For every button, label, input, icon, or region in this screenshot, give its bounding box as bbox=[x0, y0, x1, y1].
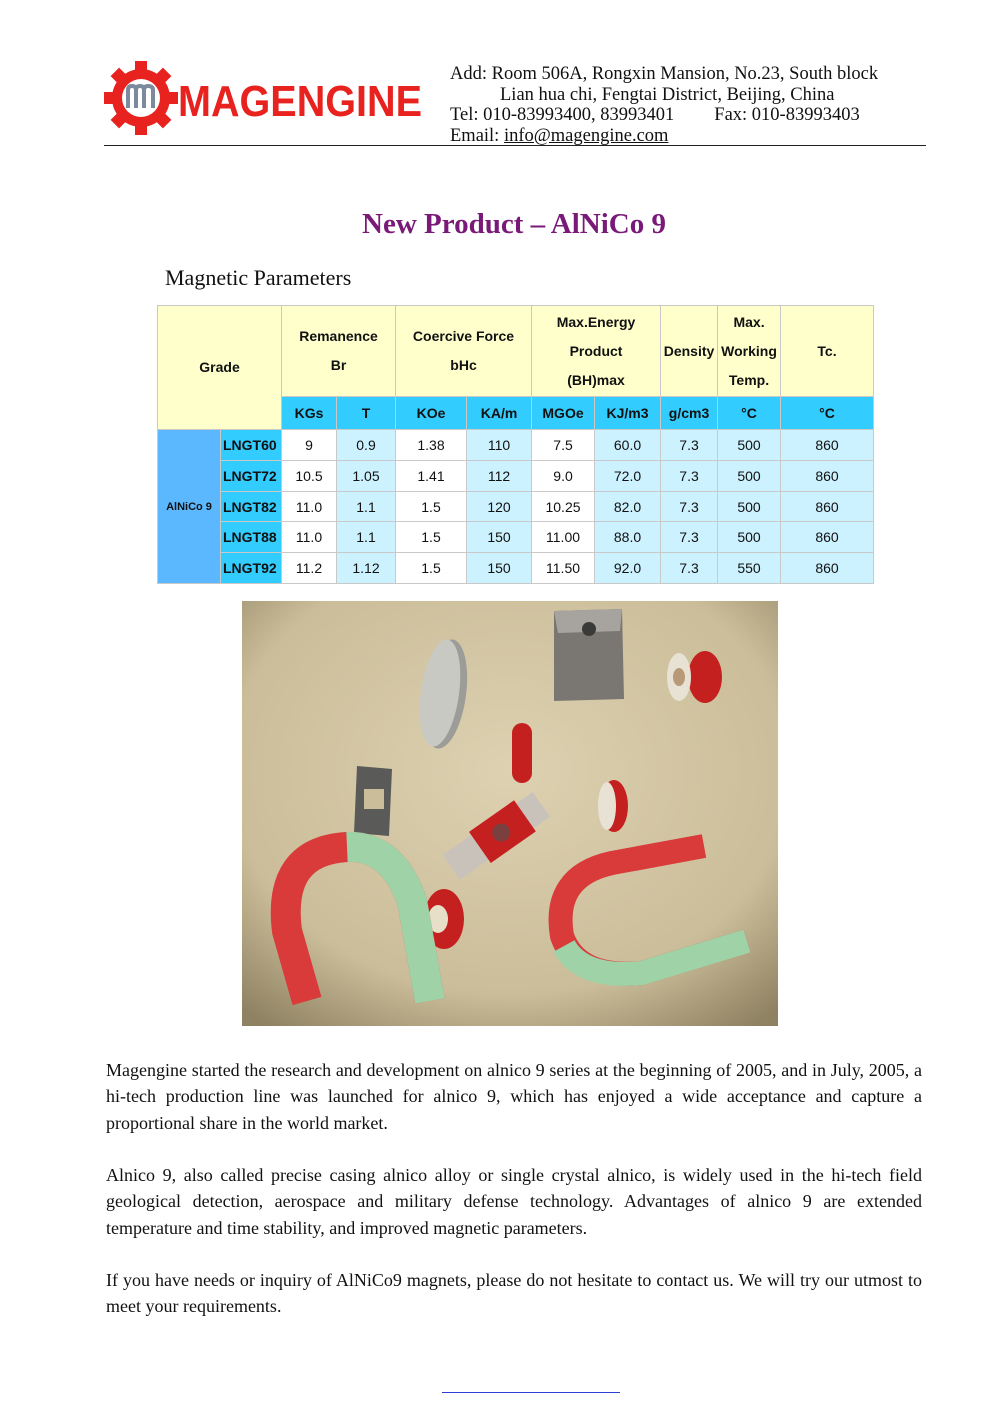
value-cell: 11.00 bbox=[532, 522, 595, 553]
working-temp-header: Max. Working Temp. bbox=[718, 306, 781, 397]
unit-cell: KJ/m3 bbox=[595, 397, 661, 430]
product-photo bbox=[242, 601, 778, 1026]
value-cell: 9.0 bbox=[532, 460, 595, 491]
remanence-header: Remanence Br bbox=[282, 306, 396, 397]
footer-link-underline bbox=[442, 1392, 620, 1393]
value-cell: 500 bbox=[718, 522, 781, 553]
value-cell: 1.1 bbox=[337, 522, 396, 553]
magengine-logo bbox=[104, 60, 424, 136]
paragraph-applications: Alnico 9, also called precise casing alnico alloy or single crystal alnico, is widely used in the hi-tech field geological detection, aerospace and military defense technology. Advantages of alnico 9 are extended temperature and time stability, and improved magnetic parameters. bbox=[106, 1165, 922, 1238]
table-row bbox=[158, 430, 874, 461]
value-cell: 1.12 bbox=[337, 553, 396, 584]
value-cell: 1.05 bbox=[337, 460, 396, 491]
value-cell: 112 bbox=[467, 460, 532, 491]
value-cell: 7.3 bbox=[661, 460, 718, 491]
value-cell: 11.2 bbox=[282, 553, 337, 584]
red-ring-magnet bbox=[667, 651, 722, 703]
paragraph-contact: If you have needs or inquiry of AlNiCo9 magnets, please do not hesitate to contact us. We will try our utmost to meet your requirements. bbox=[106, 1270, 922, 1317]
table-row bbox=[158, 491, 874, 522]
value-cell: 11.50 bbox=[532, 553, 595, 584]
contact-phone-line bbox=[450, 105, 930, 126]
value-cell: 92.0 bbox=[595, 553, 661, 584]
value-cell: 150 bbox=[467, 522, 532, 553]
metal-block-magnet bbox=[554, 609, 624, 701]
value-cell: 500 bbox=[718, 491, 781, 522]
email-link[interactable]: info@magengine.com bbox=[503, 125, 669, 146]
address-line-1: Add: Room 506A, Rongxin Mansion, No.23, South block bbox=[450, 64, 879, 84]
density-header: Density bbox=[661, 306, 718, 397]
value-cell: 500 bbox=[718, 460, 781, 491]
unit-cell: °C bbox=[718, 397, 781, 430]
value-cell: 1.5 bbox=[396, 491, 467, 522]
logo-text: MAGENGINE bbox=[178, 77, 422, 126]
unit-cell: T bbox=[337, 397, 396, 430]
value-cell: 9 bbox=[282, 430, 337, 461]
value-cell: 860 bbox=[781, 553, 874, 584]
value-cell: 82.0 bbox=[595, 491, 661, 522]
unit-cell: KGs bbox=[282, 397, 337, 430]
red-ring-magnet bbox=[598, 780, 628, 832]
value-cell: 7.3 bbox=[661, 491, 718, 522]
magnetic-parameters-table bbox=[157, 305, 874, 584]
value-cell: 1.5 bbox=[396, 553, 467, 584]
section-title: Magnetic Parameters bbox=[165, 265, 352, 290]
red-ring-magnet bbox=[512, 723, 532, 783]
table-row bbox=[158, 522, 874, 553]
table-row bbox=[158, 460, 874, 491]
header-divider bbox=[104, 145, 926, 146]
grade-header: Grade bbox=[158, 306, 282, 430]
value-cell: 860 bbox=[781, 460, 874, 491]
gear-icon bbox=[104, 61, 178, 135]
unit-cell: g/cm3 bbox=[661, 397, 718, 430]
grade-cell: LNGT92 bbox=[221, 553, 282, 584]
value-cell: 860 bbox=[781, 522, 874, 553]
c-shaped-magnet bbox=[354, 766, 392, 836]
value-cell: 7.3 bbox=[661, 553, 718, 584]
company-address bbox=[450, 64, 930, 146]
tel: Tel: 010-83993400, 83993401 bbox=[450, 105, 675, 125]
value-cell: 60.0 bbox=[595, 430, 661, 461]
value-cell: 11.0 bbox=[282, 491, 337, 522]
address-line-2: Lian hua chi, Fengtai District, Beijing, China bbox=[500, 84, 835, 105]
fax: Fax: 010-83993403 bbox=[714, 105, 860, 125]
value-cell: 1.41 bbox=[396, 460, 467, 491]
tc-header: Tc. bbox=[781, 306, 874, 397]
value-cell: 72.0 bbox=[595, 460, 661, 491]
grade-cell: LNGT88 bbox=[221, 522, 282, 553]
value-cell: 0.9 bbox=[337, 430, 396, 461]
unit-cell: KOe bbox=[396, 397, 467, 430]
value-cell: 1.1 bbox=[337, 491, 396, 522]
energy-product-header: Max.Energy Product (BH)max bbox=[532, 306, 661, 397]
value-cell: 500 bbox=[718, 430, 781, 461]
value-cell: 110 bbox=[467, 430, 532, 461]
grade-cell: LNGT72 bbox=[221, 460, 282, 491]
table-row bbox=[158, 553, 874, 584]
email-line bbox=[450, 126, 930, 147]
paragraph-history: Magengine started the research and development on alnico 9 series at the beginning of 2005, and in July, 2005, a hi-tech production line was launched for alnico 9, which has enjoyed a wide acceptance and capture a proportional share in the world market. bbox=[106, 1060, 922, 1133]
grade-cell: LNGT60 bbox=[221, 430, 282, 461]
value-cell: 10.25 bbox=[532, 491, 595, 522]
coercive-force-header: Coercive Force bHc bbox=[396, 306, 532, 397]
unit-cell: MGOe bbox=[532, 397, 595, 430]
email-label: Email: bbox=[450, 125, 504, 146]
value-cell: 10.5 bbox=[282, 460, 337, 491]
value-cell: 150 bbox=[467, 553, 532, 584]
value-cell: 860 bbox=[781, 430, 874, 461]
value-cell: 7.3 bbox=[661, 522, 718, 553]
group-label: AlNiCo 9 bbox=[158, 430, 221, 584]
value-cell: 7.5 bbox=[532, 430, 595, 461]
value-cell: 88.0 bbox=[595, 522, 661, 553]
unit-cell: KA/m bbox=[467, 397, 532, 430]
page-title: New Product – AlNiCo 9 bbox=[362, 208, 666, 240]
value-cell: 1.38 bbox=[396, 430, 467, 461]
value-cell: 11.0 bbox=[282, 522, 337, 553]
value-cell: 860 bbox=[781, 491, 874, 522]
value-cell: 7.3 bbox=[661, 430, 718, 461]
value-cell: 120 bbox=[467, 491, 532, 522]
unit-cell: °C bbox=[781, 397, 874, 430]
value-cell: 1.5 bbox=[396, 522, 467, 553]
value-cell: 550 bbox=[718, 553, 781, 584]
grade-cell: LNGT82 bbox=[221, 491, 282, 522]
